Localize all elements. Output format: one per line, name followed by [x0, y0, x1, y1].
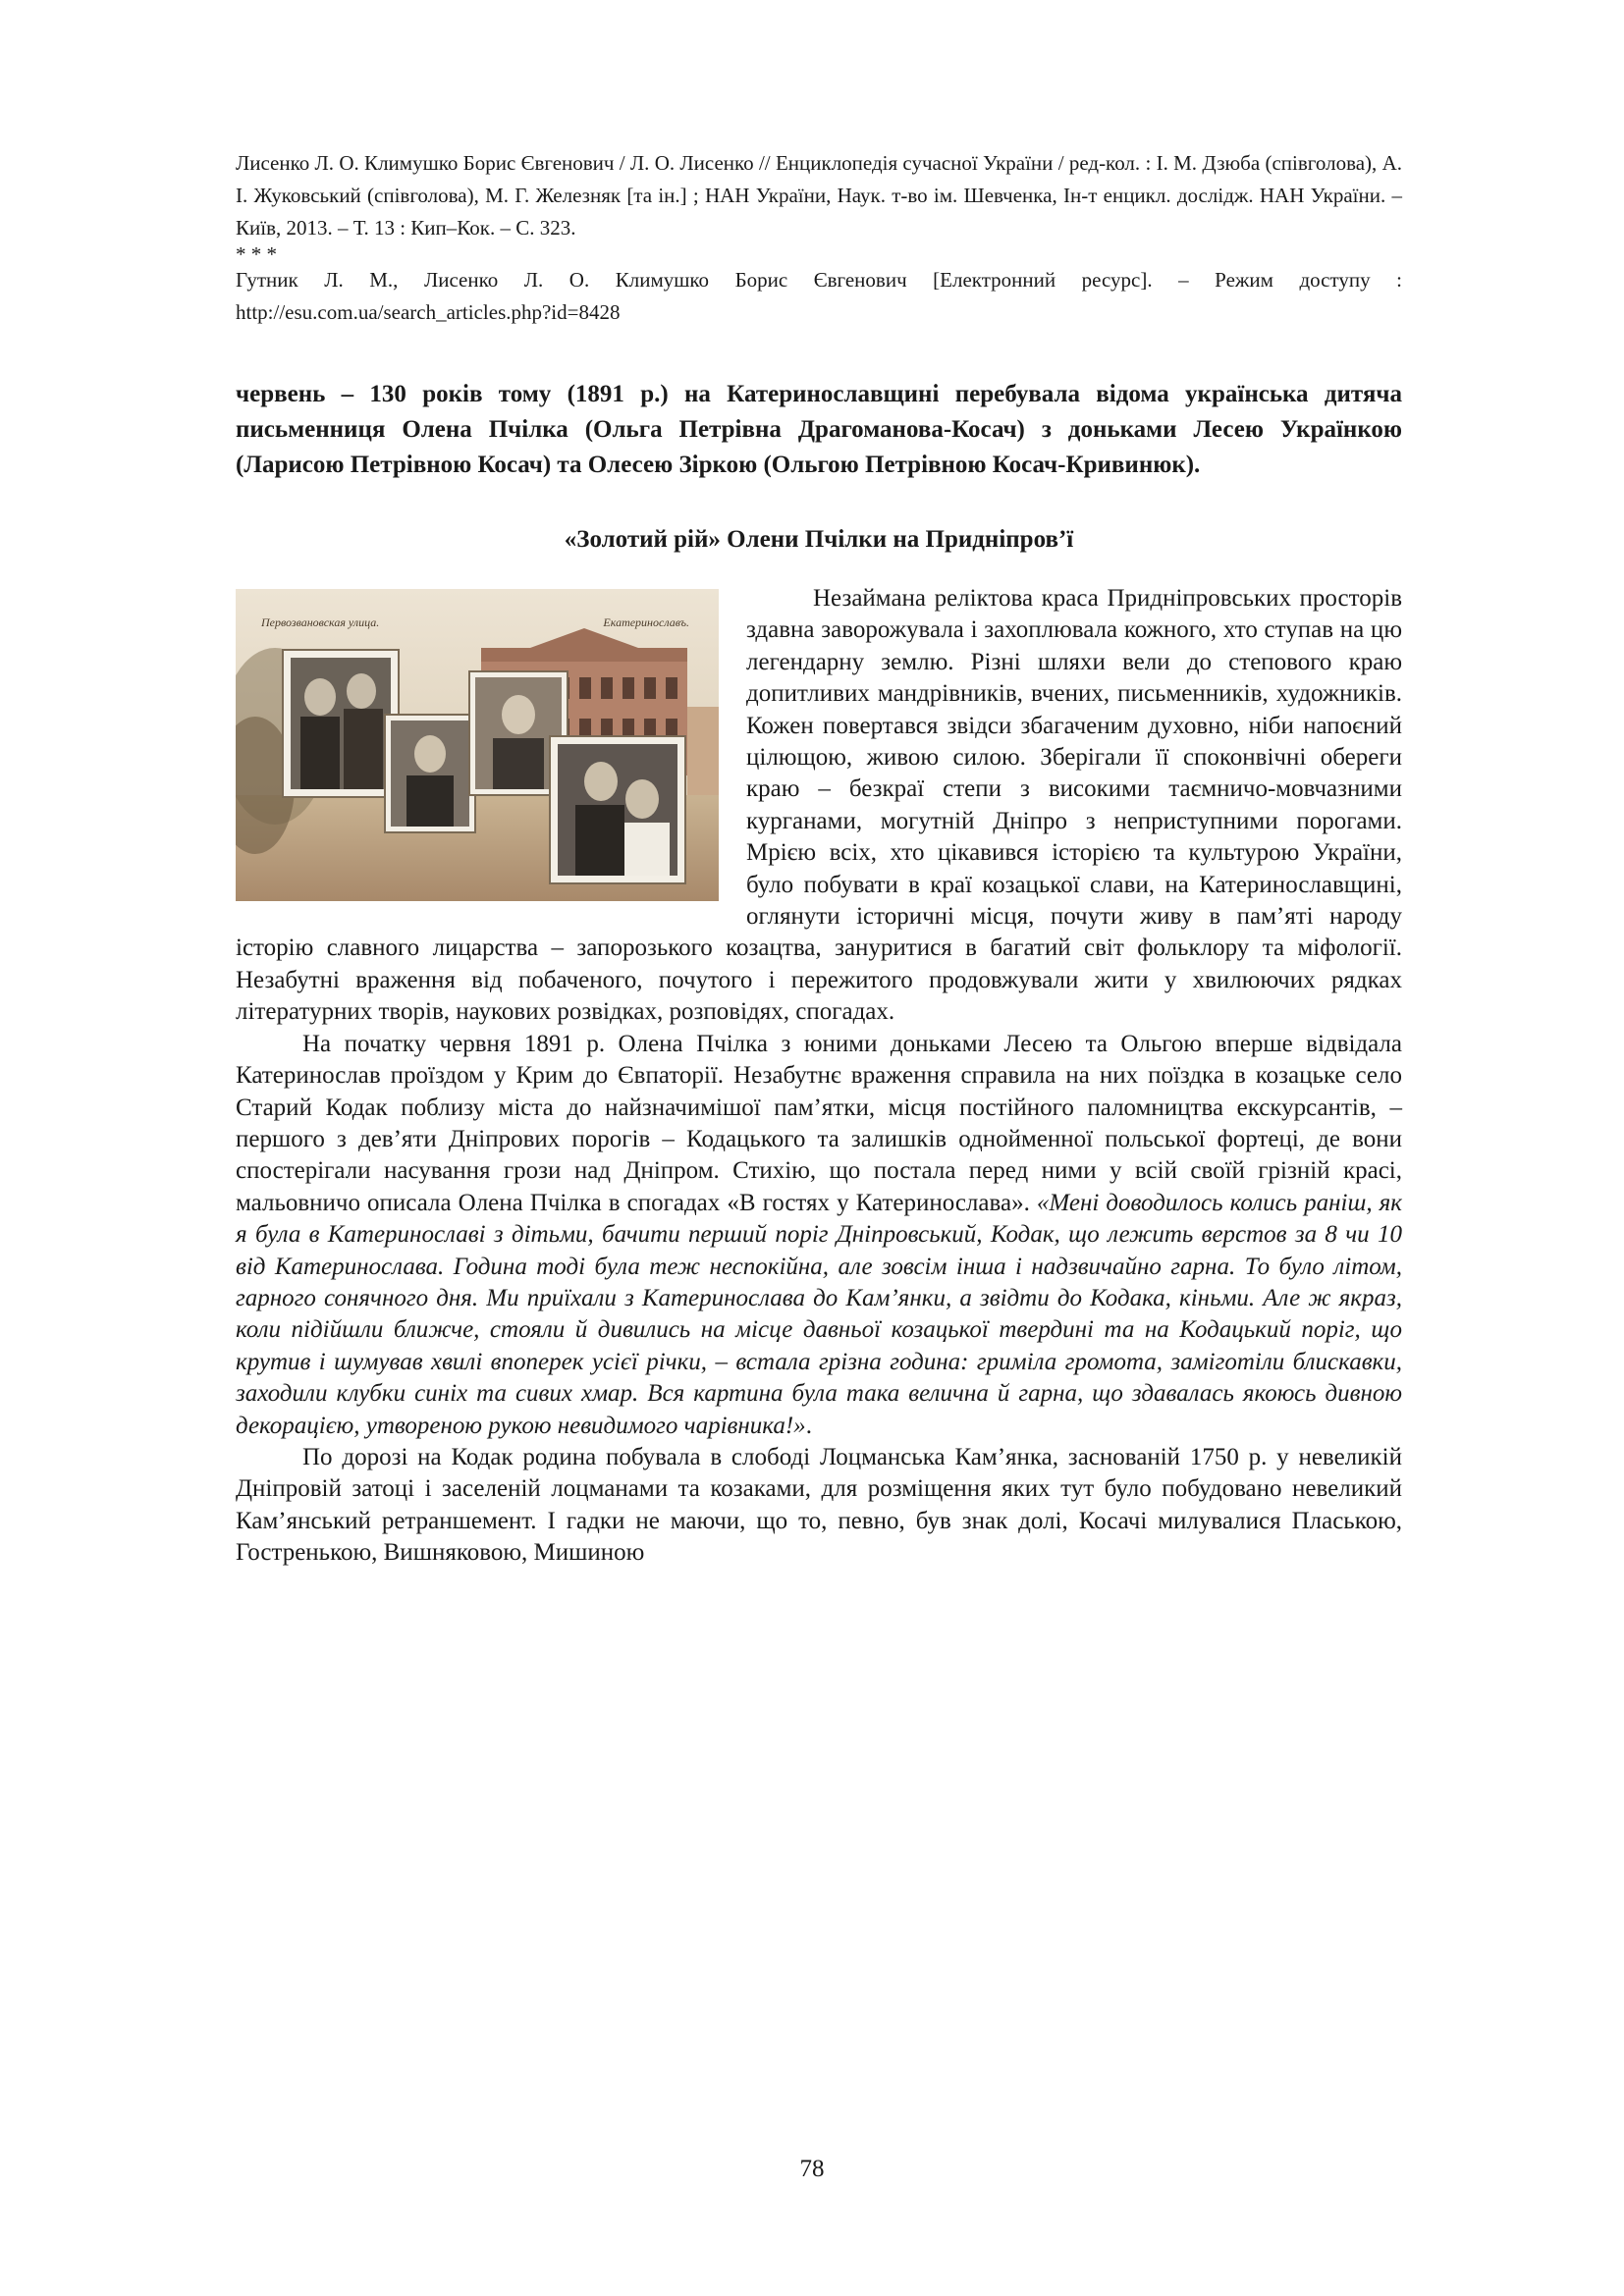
paragraph — [236, 1029, 1402, 1442]
anniversary-announcement: червень – 130 років тому (1891 р.) на Катеринославщині перебувала відома українська дитяча письменниця Олена Пчілка (Ольга Петрівна Драгоманова-Косач) з доньками Лесею Українкою (Ларисою Петрівною Косач) та Олесею Зіркою (Ольгою Петрівною Косач-Кривинюк). — [236, 381, 1402, 478]
paragraph-end: . — [805, 1412, 812, 1439]
photo-caption-street: Первозвановская улица. — [261, 615, 380, 629]
reference-separator: * * * — [236, 242, 277, 266]
reference-entry: Лисенко Л. О. Климушко Борис Євгенович / Л. О. Лисенко // Енциклопедія сучасної України / ред-кол. : І. М. Дзюба (співголова), А. І. Жуковський (співголова), М. Г. Железняк [та ін.] ; НАН України, Наук. т-во ім. Шевченка, Ін-т енцикл. дослідж. НАН України. – Київ, 2013. – Т. 13 : Кип–Кок. – С. 323. — [236, 151, 1402, 240]
photo-caption-city: Екатеринославъ. — [603, 615, 689, 629]
section-title: «Золотий рій» Олени Пчілки на Придніпров’ї — [564, 526, 1074, 553]
paragraph: По дорозі на Кодак родина побувала в слободі Лоцманська Кам’янка, заснованій 1750 р. у невеликій Дніпровій затоці і заселеній лоцманами та козаками, для розміщення яких тут було побудовано невеликий Кам’янський ретраншемент. І гадки не маючи, що то, певно, був знак долі, Косачі милувалися Плаською, Гостренькою, Вишняковою, Мишиною — [236, 1443, 1402, 1567]
references-block — [236, 147, 1402, 329]
paragraph: Незаймана реліктова краса Придніпровських просторів здавна заворожувала і захоплювала кожного, хто ступав на цю легендарну землю. Різні шляхи вели до степового краю допитливих мандрівників, вчених, письменників, художників. Кожен повертався звідси збагаченим духовно, ніби напоєний цілющою, живою силою. Зберігали її споконвічні обереги краю – безкраї степи з високими таємничо-мовчазними курганами, могутній Дніпро з неприступними порогами. Мрією всіх, хто цікавився історією та культурою України, було побувати в краї козацької слави, на Катеринославщині, оглянути історичні місця, почути живу в пам’яті народу історію славного лицарства – запорозького козацтва, зануритися в багатий світ фольклору та міфології. Незабутні враження від побаченого, почутого і пережитого продовжували жити у хвилюючих рядках літературних творів, наукових розвідках, розповідях, спогадах. — [236, 585, 1402, 1026]
historical-photo-collage — [236, 589, 719, 901]
document-page — [236, 147, 1402, 1570]
memoir-quote: «Мені доводилось колись раніш, як я була в Катеринославі з дітьми, бачити перший поріг Дніпровський, Кодак, що лежить верстов за 8 чи 10 від Катеринослава. Година тоді була теж неспокійна, але зовсім інша і надзвичайно гарна. То було літом, гарного сонячного дня. Ми приїхали з Катеринослава до Кам’янки, а звідти до Кодака, кіньми. Але ж якраз, коли підійшли ближче, стояли й дивились на місце давньої козацької твердині та на Кодацький поріг, що крутив і шумував хвилі впоперек усієї річки, – встала грізна година: гриміла громота, заміготіли блискавки, заходили клубки синіх та сивих хмар. Вся картина була така велична й гарна, що здавалась якоюсь дивною декорацією, утвореною рукою невидимого чарівника!» — [236, 1189, 1402, 1439]
paragraph-text: На початку червня 1891 р. Олена Пчілка з юними доньками Лесею та Ольгою вперше відвідала Катеринослав проїздом у Крим до Євпаторії. Незабутнє враження справила на них поїздка в козацьке село Старий Кодак поблизу міста до найзначимішої пам’ятки, місця постійного паломництва екскурсантів, – першого з дев’яти Дніпрових порогів – Кодацького та залишків однойменної польської фортеці, де вони спостерігали насування грози над Дніпром. Стихію, що постала перед ними у всій своїй грізній красі, мальовничо описала Олена Пчілка в спогадах «В гостях у Катеринослава». — [236, 1030, 1402, 1216]
page-number: 78 — [799, 2156, 825, 2182]
reference-entry: Гутник Л. М., Лисенко Л. О. Климушко Борис Євгенович [Електронний ресурс]. – Режим доступу : http://esu.com.ua/search_articles.php?id=8428 — [236, 268, 1402, 324]
article-body — [236, 583, 1402, 1570]
